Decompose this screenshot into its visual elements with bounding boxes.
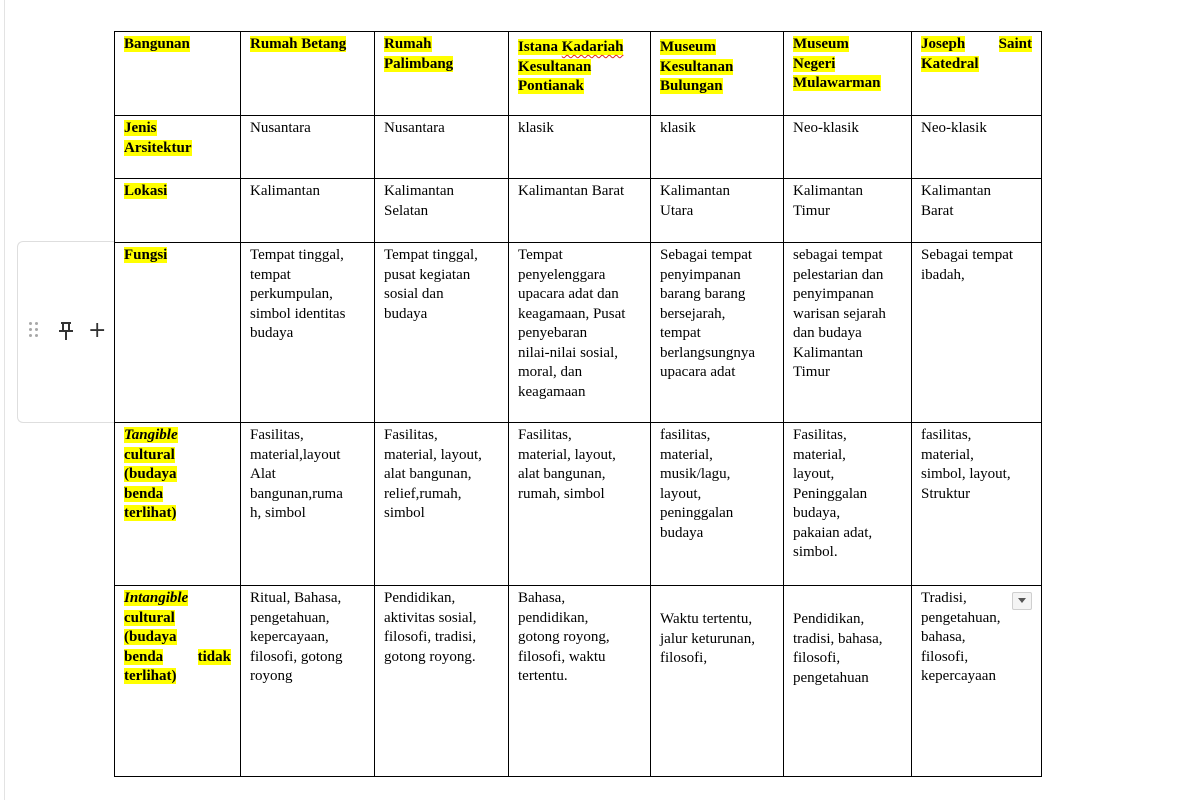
table-row [115, 586, 1042, 777]
table-cell: Neo-klasik [912, 116, 1042, 179]
header-cell: Museum Negeri Mulawarman [784, 32, 912, 116]
table-cell: Kalimantan [241, 179, 375, 243]
page-left-border [4, 0, 5, 800]
row-label: Tangible cultural (budaya benda terlihat) [115, 423, 241, 586]
table-cell: Neo-klasik [784, 116, 912, 179]
row-label: Jenis Arsitektur [115, 116, 241, 179]
header-cell: Rumah Betang [241, 32, 375, 116]
table-cell: Fasilitas, material,layout Alat bangunan,ruma h, simbol [241, 423, 375, 586]
table-cell: klasik [509, 116, 651, 179]
table-cell: fasilitas, material, simbol, layout, Struktur [912, 423, 1042, 586]
table-cell: Kalimantan Selatan [375, 179, 509, 243]
table-cell: fasilitas, material, musik/lagu, layout, peninggalan budaya [651, 423, 784, 586]
table-cell: Kalimantan Utara [651, 179, 784, 243]
table-cell: Sebagai tempat penyimpanan barang barang bersejarah, tempat berlangsungnya upacara adat [651, 243, 784, 423]
table-cell: Bahasa, pendidikan, gotong royong, filosofi, waktu tertentu. [509, 586, 651, 777]
table-cell: klasik [651, 116, 784, 179]
table-cell: Kalimantan Timur [784, 179, 912, 243]
block-toolbar [17, 241, 114, 423]
drag-handle-icon[interactable] [29, 322, 41, 342]
table-cell: Sebagai tempat ibadah, [912, 243, 1042, 423]
table-cell: Ritual, Bahasa, pengetahuan, kepercayaan, filosofi, gotong royong [241, 586, 375, 777]
architecture-table [114, 31, 1042, 777]
table-cell: Nusantara [241, 116, 375, 179]
table-cell: Tempat penyelenggara upacara adat dan keagamaan, Pusat penyebaran nilai-nilai sosial, moral, dan keagamaan [509, 243, 651, 423]
table-cell: Kalimantan Barat [912, 179, 1042, 243]
table-cell: Fasilitas, material, layout, Peninggalan budaya, pakaian adat, simbol. [784, 423, 912, 586]
table-cell: Kalimantan Barat [509, 179, 651, 243]
header-cell: Bangunan [115, 32, 241, 116]
dropdown-arrow-icon[interactable] [1012, 592, 1032, 610]
table-cell: Fasilitas, material, layout, alat bangunan, relief,rumah, simbol [375, 423, 509, 586]
cell-content: Tradisi, pengetahuan, bahasa, filosofi, kepercayaan [921, 589, 1032, 687]
header-row [115, 32, 1042, 116]
table-cell: Fasilitas, material, layout, alat bangunan, rumah, simbol [509, 423, 651, 586]
header-cell: Joseph Saint Katedral [912, 32, 1042, 116]
row-label: Fungsi [115, 243, 241, 423]
plus-icon[interactable]: + [88, 318, 107, 343]
table-cell: Pendidikan, aktivitas sosial, filosofi, tradisi, gotong royong. [375, 586, 509, 777]
pin-icon[interactable] [58, 321, 74, 341]
header-cell: Istana Kadariah Kesultanan Pontianak [509, 32, 651, 116]
table-cell: Tempat tinggal, tempat perkumpulan, simbol identitas budaya [241, 243, 375, 423]
row-label: Lokasi [115, 179, 241, 243]
table-cell: Tempat tinggal, pusat kegiatan sosial dan budaya [375, 243, 509, 423]
header-cell: Rumah Palimbang [375, 32, 509, 116]
table-row [115, 423, 1042, 586]
row-label: Intangible cultural (budaya benda tidak terlihat) [115, 586, 241, 777]
table-row [115, 243, 1042, 423]
header-cell: Museum Kesultanan Bulungan [651, 32, 784, 116]
table-cell: Pendidikan, tradisi, bahasa, filosofi, pengetahuan [784, 586, 912, 777]
table-row [115, 116, 1042, 179]
table-cell: sebagai tempat pelestarian dan penyimpanan warisan sejarah dan budaya Kalimantan Timur [784, 243, 912, 423]
table-cell: Nusantara [375, 116, 509, 179]
table-row [115, 179, 1042, 243]
table-cell [912, 586, 1042, 777]
table-cell: Waktu tertentu, jalur keturunan, filosofi, [651, 586, 784, 777]
